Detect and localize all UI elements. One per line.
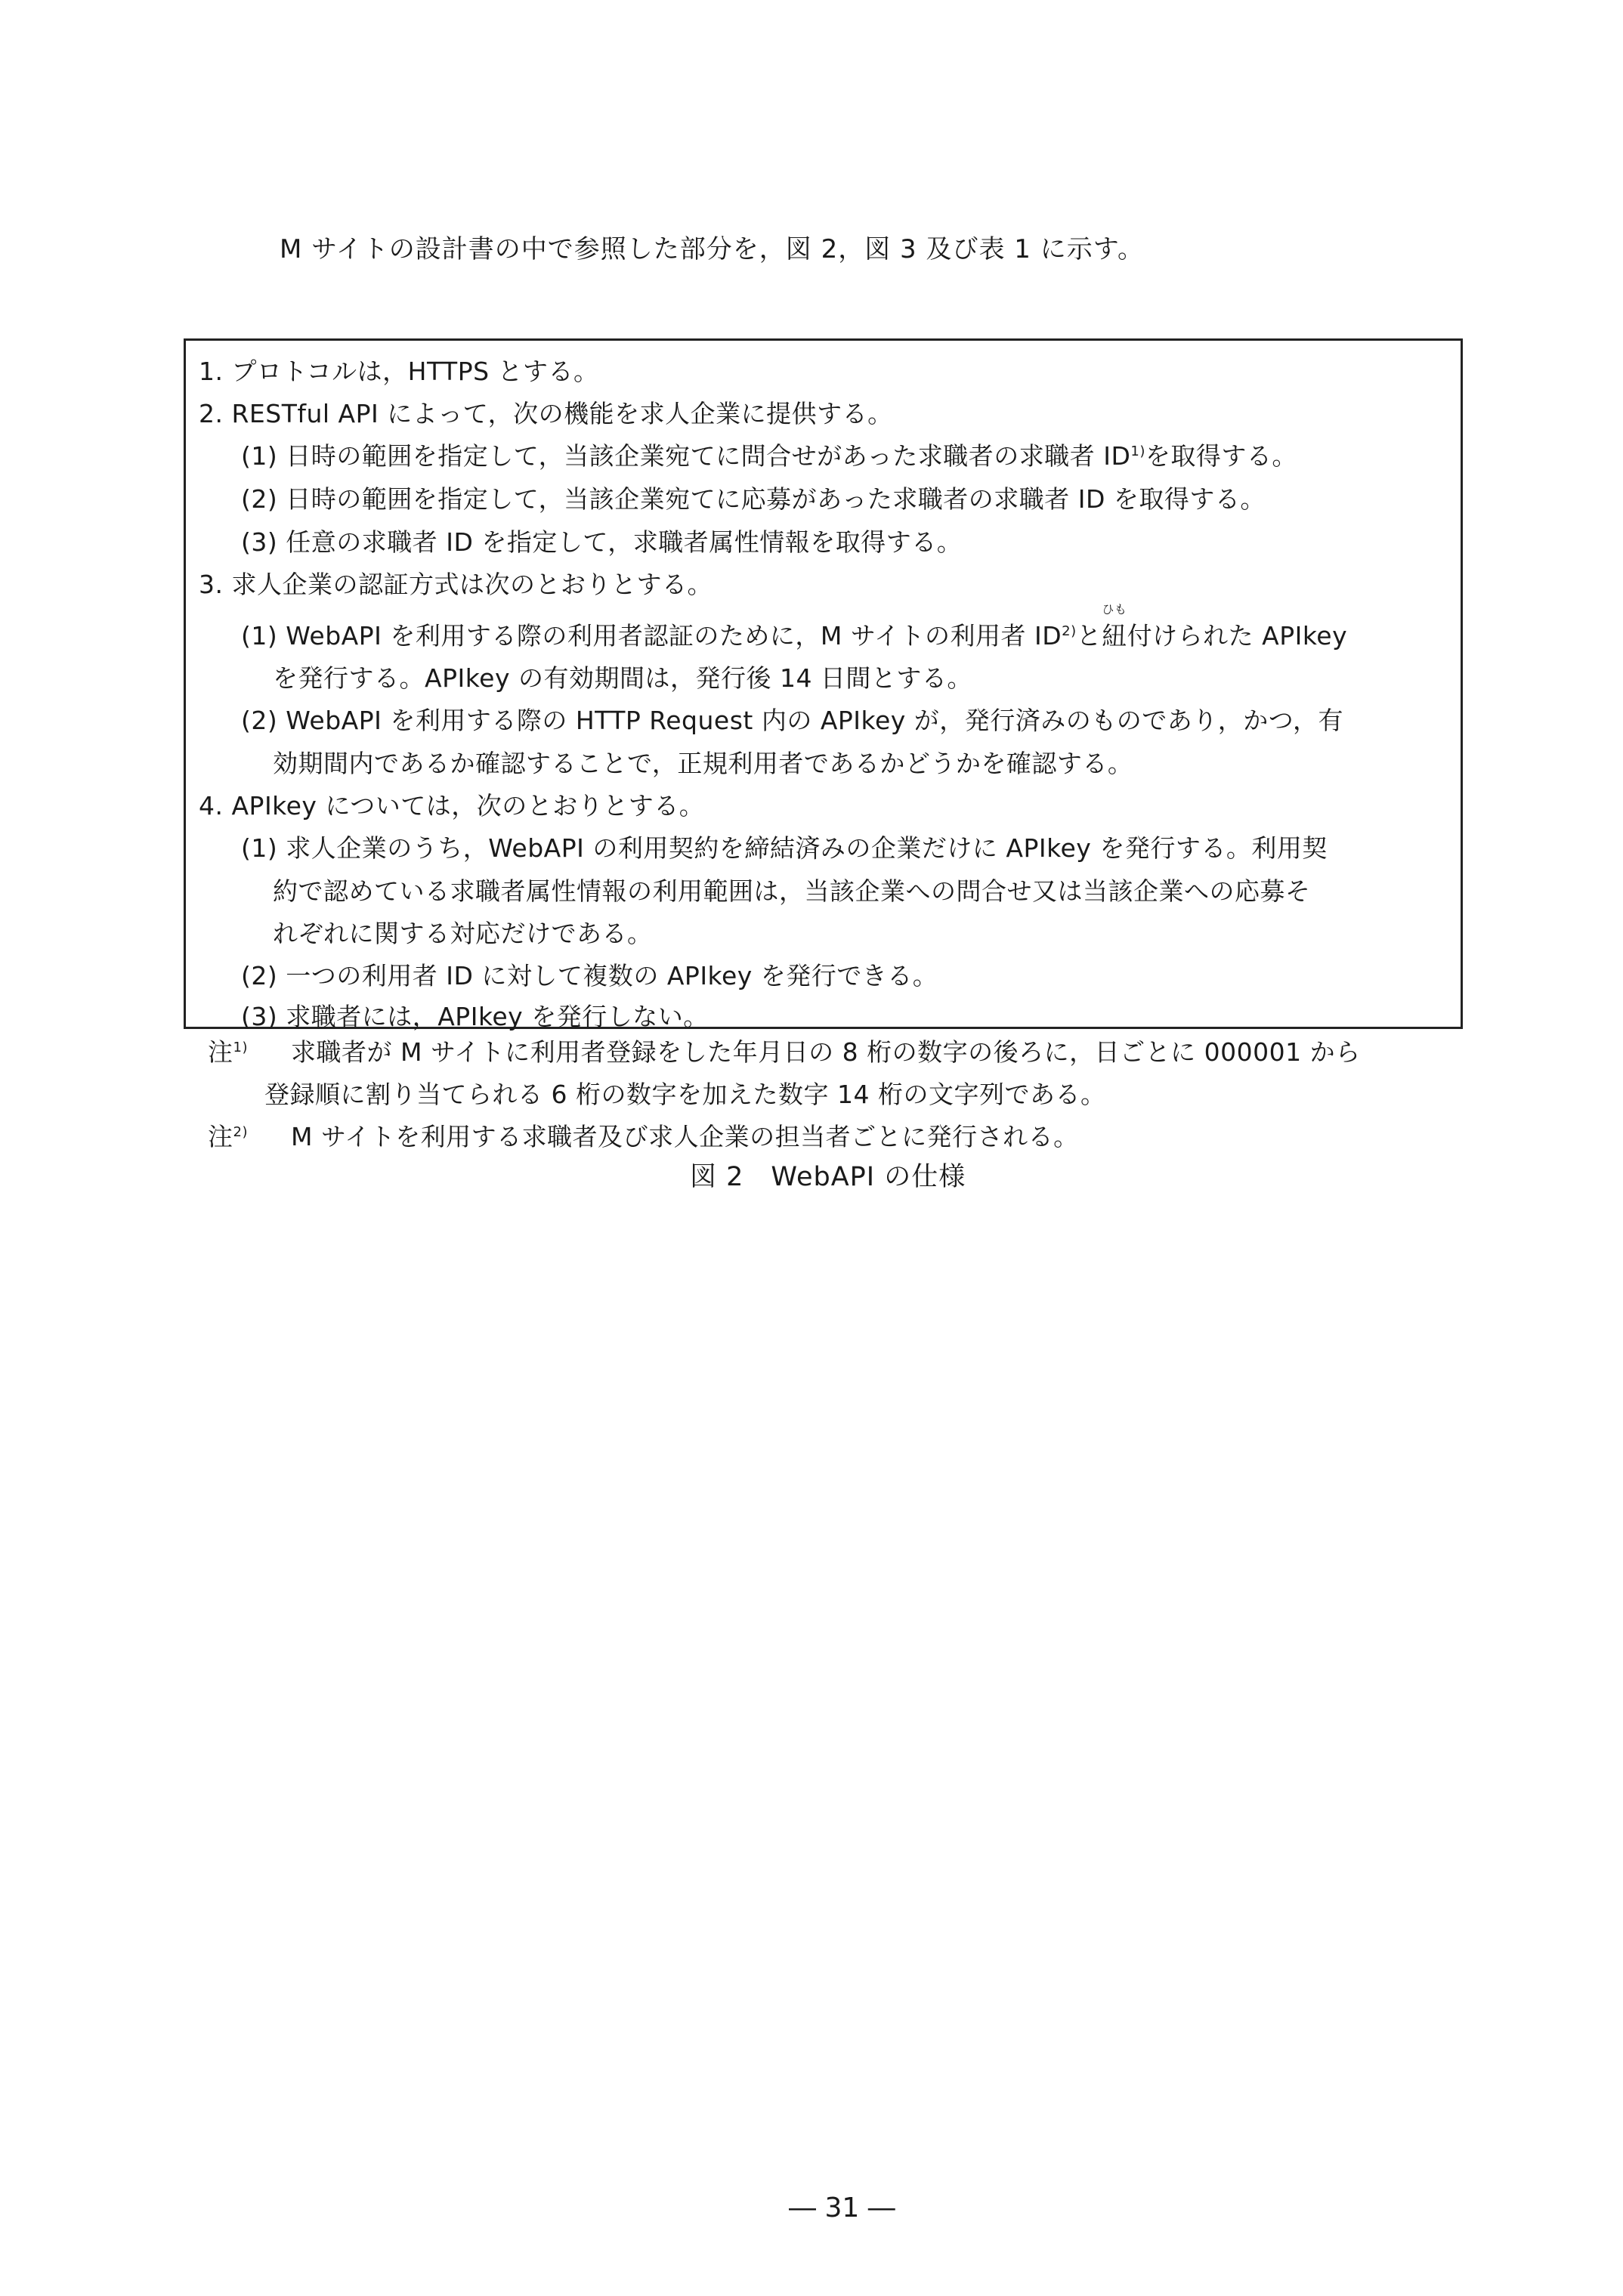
footnote-2-number: 2) [233,1124,248,1140]
footnote-1-text: 求職者が M サイトに利用者登録をした年月日の 8 桁の数字の後ろに，日ごとに 000001 から [291,1037,1361,1067]
footnote-2 [208,1124,248,1149]
spec-item-3-2: (2) WebAPI を利用する際の HTTP Request 内の APIkey が，発行済みのものであり，かつ，有 [241,706,1343,735]
spec-item-4-1-cont1: 約で認めている求職者属性情報の利用範囲は，当該企業への問合せ又は当該企業への応募そ [273,876,1311,906]
spec-item-4: 4. APIkey については，次のとおりとする。 [199,791,705,820]
spec-item-3: 3. 求人企業の認証方式は次のとおりとする。 [199,570,713,599]
spec-box [184,338,1463,1029]
intro-text: M サイトの設計書の中で参照した部分を，図 2，図 3 及び表 1 に示す。 [280,234,1144,264]
footnote-1-label: 注 [208,1037,233,1067]
spec-item-1: 1. プロトコルは，HTTPS とする。 [199,357,599,386]
spec-item-3-1-cont: を発行する。APIkey の有効期間は，発行後 14 日間とする。 [273,663,972,693]
spec-item-4-1: (1) 求人企業のうち，WebAPI の利用契約を締結済みの企業だけに APIkey を発行する。利用契 [241,833,1328,863]
spec-item-2-1 [241,441,1297,471]
footnote-ref-1: 1) [1130,443,1145,459]
spec-item-3-1 [241,602,1348,650]
ruby-base: 紐 [1102,621,1127,650]
footnote-ref-2: 2) [1062,623,1077,639]
ruby-reading: ひも [1102,602,1127,616]
footnote-1-cont: 登録順に割り当てられる 6 桁の数字を加えた数字 14 桁の文字列である。 [264,1080,1106,1109]
spec-item-2-3: (3) 任意の求職者 ID を指定して，求職者属性情報を取得する。 [241,527,963,557]
spec-item-2-1-text: (1) 日時の範囲を指定して，当該企業宛てに問合せがあった求職者の求職者 ID [241,441,1131,471]
spec-item-3-1-to: と [1076,621,1102,650]
spec-item-4-3: (3) 求職者には，APIkey を発行しない。 [241,1002,709,1031]
footnote-1-number: 1) [233,1040,248,1055]
spec-item-4-1-cont2: れぞれに関する対応だけである。 [273,919,653,948]
footnote-1 [208,1037,248,1067]
spec-item-2-1-tail: を取得する。 [1145,441,1297,471]
ruby-himo [1102,602,1127,650]
spec-item-3-2-cont: 効期間内であるか確認することで，正規利用者であるかどうかを確認する。 [273,749,1133,778]
figure-caption: 図 2 WebAPI の仕様 [690,1162,966,1192]
spec-item-2-2: (2) 日時の範囲を指定して，当該企業宛てに応募があった求職者の求職者 ID を取得する。 [241,484,1266,514]
footnote-2-text: M サイトを利用する求職者及び求人企業の担当者ごとに発行される。 [291,1122,1079,1151]
page-number: ― 31 ― [789,2192,895,2223]
spec-item-4-2: (2) 一つの利用者 ID に対して複数の APIkey を発行できる。 [241,961,938,990]
spec-item-3-1-tail: 付けられた APIkey [1127,621,1348,650]
spec-item-3-1-text: (1) WebAPI を利用する際の利用者認証のために，M サイトの利用者 ID [241,621,1062,650]
footnote-2-label: 注 [208,1122,233,1151]
spec-item-2: 2. RESTful API によって，次の機能を求人企業に提供する。 [199,399,893,428]
